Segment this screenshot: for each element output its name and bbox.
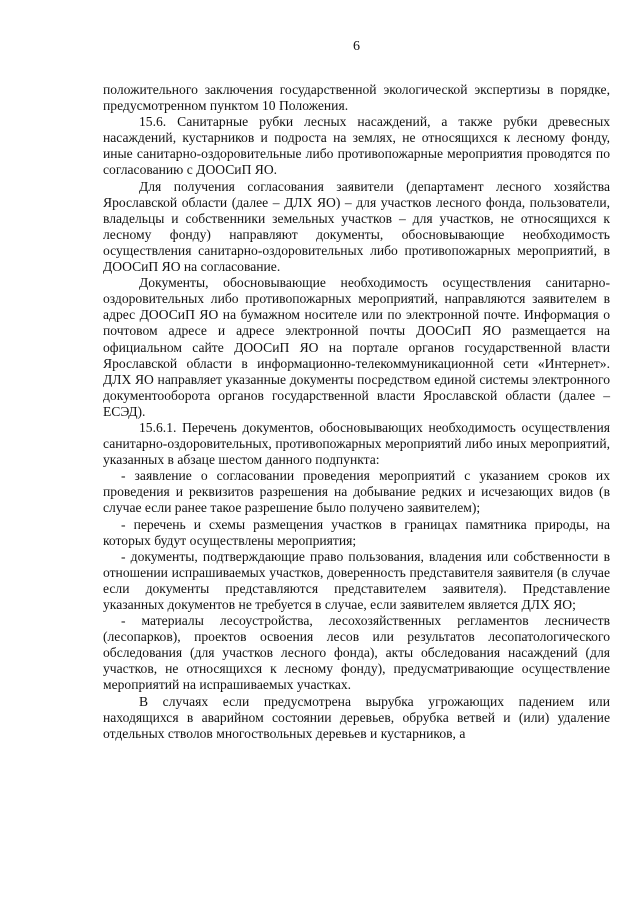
- paragraph-4: Документы, обосновывающие необходимость осуществления санитарно-оздоровительных либо противопожарных мероприятий, направляются заявителем в адрес ДООСиП ЯО на бумажном носителе или по электронной почте. Информация о почтовом адресе и адресе электронной почты ДООСиП ЯО размещается на официальном сайте ДООСиП ЯО на портале органов государственной власти Ярославской области в информационно-телекоммуникационной сети «Интернет». ДЛХ ЯО направляет указанные документы посредством единой системы электронного документооборота органов государственной власти Ярославской области (далее – ЕСЭД).: [103, 275, 610, 419]
- paragraph-2: 15.6. Санитарные рубки лесных насаждений, а также рубки древесных насаждений, кустарников и подроста на землях, не относящихся к лесному фонду, иные санитарно-оздоровительные либо противопожарные мероприятия проводятся по согласованию с ДООСиП ЯО.: [103, 114, 610, 178]
- paragraph-5: 15.6.1. Перечень документов, обосновывающих необходимость осуществления санитарно-оздоровительных, противопожарных мероприятий либо иных мероприятий, указанных в абзаце шестом данного подпункта:: [103, 419, 610, 468]
- list-item-4: - материалы лесоустройства, лесохозяйственных регламентов лесничеств (лесопарков), проектов освоения лесов или результатов лесопатологического обследования (для участков лесного фонда), акты обследования насаждений (для участков, не относящихся к лесному фонду), предусматривающие осуществление мероприятий на испрашиваемых участках.: [103, 613, 610, 693]
- paragraph-1: положительного заключения государственной экологической экспертизы в порядке, предусмотренном пунктом 10 Положения.: [103, 82, 610, 114]
- list-item-3: - документы, подтверждающие право пользования, владения или собственности в отношении испрашиваемых участков, доверенность представителя заявителя (в случае если документы представляются представителем заявителя). Представление указанных документов не требуется в случае, если заявителем является ДЛХ ЯО;: [103, 548, 610, 612]
- paragraph-3: Для получения согласования заявители (департамент лесного хозяйства Ярославской области (далее – ДЛХ ЯО) – для участков лесного фонда, пользователи, владельцы и собственники земельных участков – для участков, не относящихся к лесному фонду) направляют документы, обосновывающие необходимость осуществления санитарно-оздоровительных либо противопожарных мероприятий, в ДООСиП ЯО на согласование.: [103, 178, 610, 275]
- list-item-1: - заявление о согласовании проведения мероприятий с указанием сроков их проведения и реквизитов разрешения на добывание редких и исчезающих видов (в случае если ранее такое разрешение было получено заявителем);: [103, 468, 610, 516]
- page-number: 6: [353, 39, 360, 54]
- list-item-2: - перечень и схемы размещения участков в границах памятника природы, на которых будут осуществлены мероприятия;: [103, 516, 610, 548]
- paragraph-6: В случаях если предусмотрена вырубка угрожающих падением или находящихся в аварийном состоянии деревьев, обрубка ветвей и (или) удаление отдельных стволов многоствольных деревьев и кустарников, а: [103, 693, 610, 741]
